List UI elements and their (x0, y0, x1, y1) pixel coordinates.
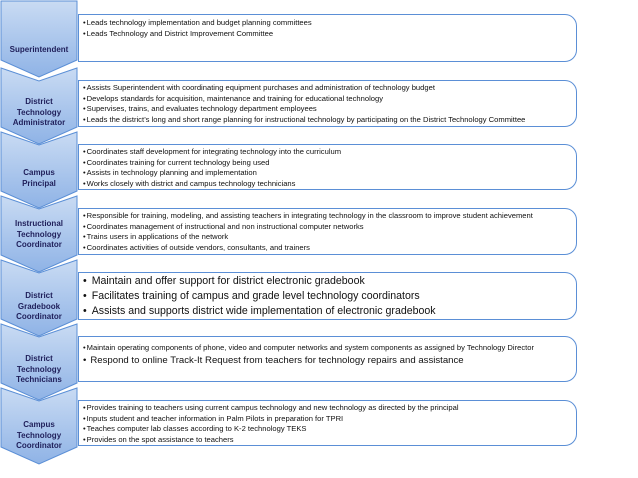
duties-box (78, 14, 577, 62)
role-label (0, 219, 78, 251)
duty-item: • Leads the district’s long and short range planning for instructional technology by participating on the District Technology Committee (83, 115, 572, 126)
duty-item: • Facilitates training of campus and grade level technology coordinators (83, 289, 572, 304)
role-label-line: Superintendent (9, 45, 69, 54)
chevron-shape (1, 1, 77, 77)
duty-item: • Supervises, trains, and evaluates technology department employees (83, 104, 572, 115)
duty-item: • Assists Superintendent with coordinating equipment purchases and administration of technology budget (83, 83, 572, 94)
duty-item: • Assists in technology planning and implementation (83, 168, 572, 179)
duty-item: • Leads technology implementation and budget planning committees (83, 18, 572, 29)
duties-list (83, 343, 572, 367)
duty-item: • Leads Technology and District Improvement Committee (83, 29, 572, 40)
duty-item: • Respond to online Track-It Request from teachers for technology repairs and assistance (83, 354, 572, 367)
duty-item: • Maintain and offer support for district electronic gradebook (83, 274, 572, 289)
role-label-line: Technology (16, 107, 62, 117)
role-label (0, 45, 78, 56)
duties-list (83, 147, 572, 189)
role-label (0, 420, 78, 452)
role-label-line: Instructional (14, 219, 63, 228)
role-label-line: Coordinator (16, 441, 62, 450)
duties-list (83, 18, 572, 39)
duties-box (78, 144, 577, 190)
duty-item: • Works closely with district and campus technology technicians (83, 179, 572, 190)
role-label-line: Principal (22, 178, 56, 188)
duty-item: • Coordinates training for current technology being used (83, 158, 572, 169)
role-label-line: Technology (16, 229, 62, 239)
role-label-line: District (25, 97, 53, 106)
role-label-line: Coordinator (16, 312, 62, 321)
duties-list (83, 274, 572, 319)
duty-item: • Maintain operating components of phone, video and computer networks and system components as assigned by Technology Director (83, 343, 572, 354)
duty-item: • Provides on the spot assistance to teachers (83, 435, 572, 446)
duty-item: • Inputs student and teacher information in Palm Pilots in preparation for TPRI (83, 414, 572, 425)
role-label-line: Campus (23, 420, 55, 429)
role-label-line: Technology (16, 430, 62, 440)
duty-item: • Trains users in applications of the network (83, 232, 572, 243)
duties-box (78, 208, 577, 255)
duties-box (78, 80, 577, 127)
duty-item: • Coordinates staff development for integrating technology into the curriculum (83, 147, 572, 158)
role-label (0, 168, 78, 189)
role-label-line: District (25, 291, 53, 300)
duty-item: • Teaches computer lab classes according to K-2 technology TEKS (83, 424, 572, 435)
role-label-line: Gradebook (17, 301, 61, 311)
role-label (0, 354, 78, 386)
duties-box (78, 336, 577, 382)
role-label-line: District (25, 354, 53, 363)
duty-item: • Develops standards for acquisition, maintenance and training for educational technology (83, 94, 572, 105)
duties-list (83, 403, 572, 445)
duty-item: • Coordinates activities of outside vendors, consultants, and trainers (83, 243, 572, 254)
role-label-line: Campus (23, 168, 55, 177)
duties-list (83, 83, 572, 125)
duty-item: • Assists and supports district wide implementation of electronic gradebook (83, 304, 572, 319)
duties-box (78, 400, 577, 446)
role-label-line: Technicians (16, 375, 62, 384)
role-label-line: Administrator (12, 118, 66, 127)
duty-item: • Coordinates management of instructional and non instructional computer networks (83, 222, 572, 233)
duties-list (83, 211, 572, 253)
role-label (0, 97, 78, 129)
duty-item: • Responsible for training, modeling, and assisting teachers in integrating technology in the classroom to improve student achievement (83, 211, 572, 222)
role-label (0, 291, 78, 323)
duties-box (78, 272, 577, 320)
role-label-line: Coordinator (16, 240, 62, 249)
role-label-line: Technology (16, 364, 62, 374)
duty-item: • Provides training to teachers using current campus technology and new technology as directed by the principal (83, 403, 572, 414)
